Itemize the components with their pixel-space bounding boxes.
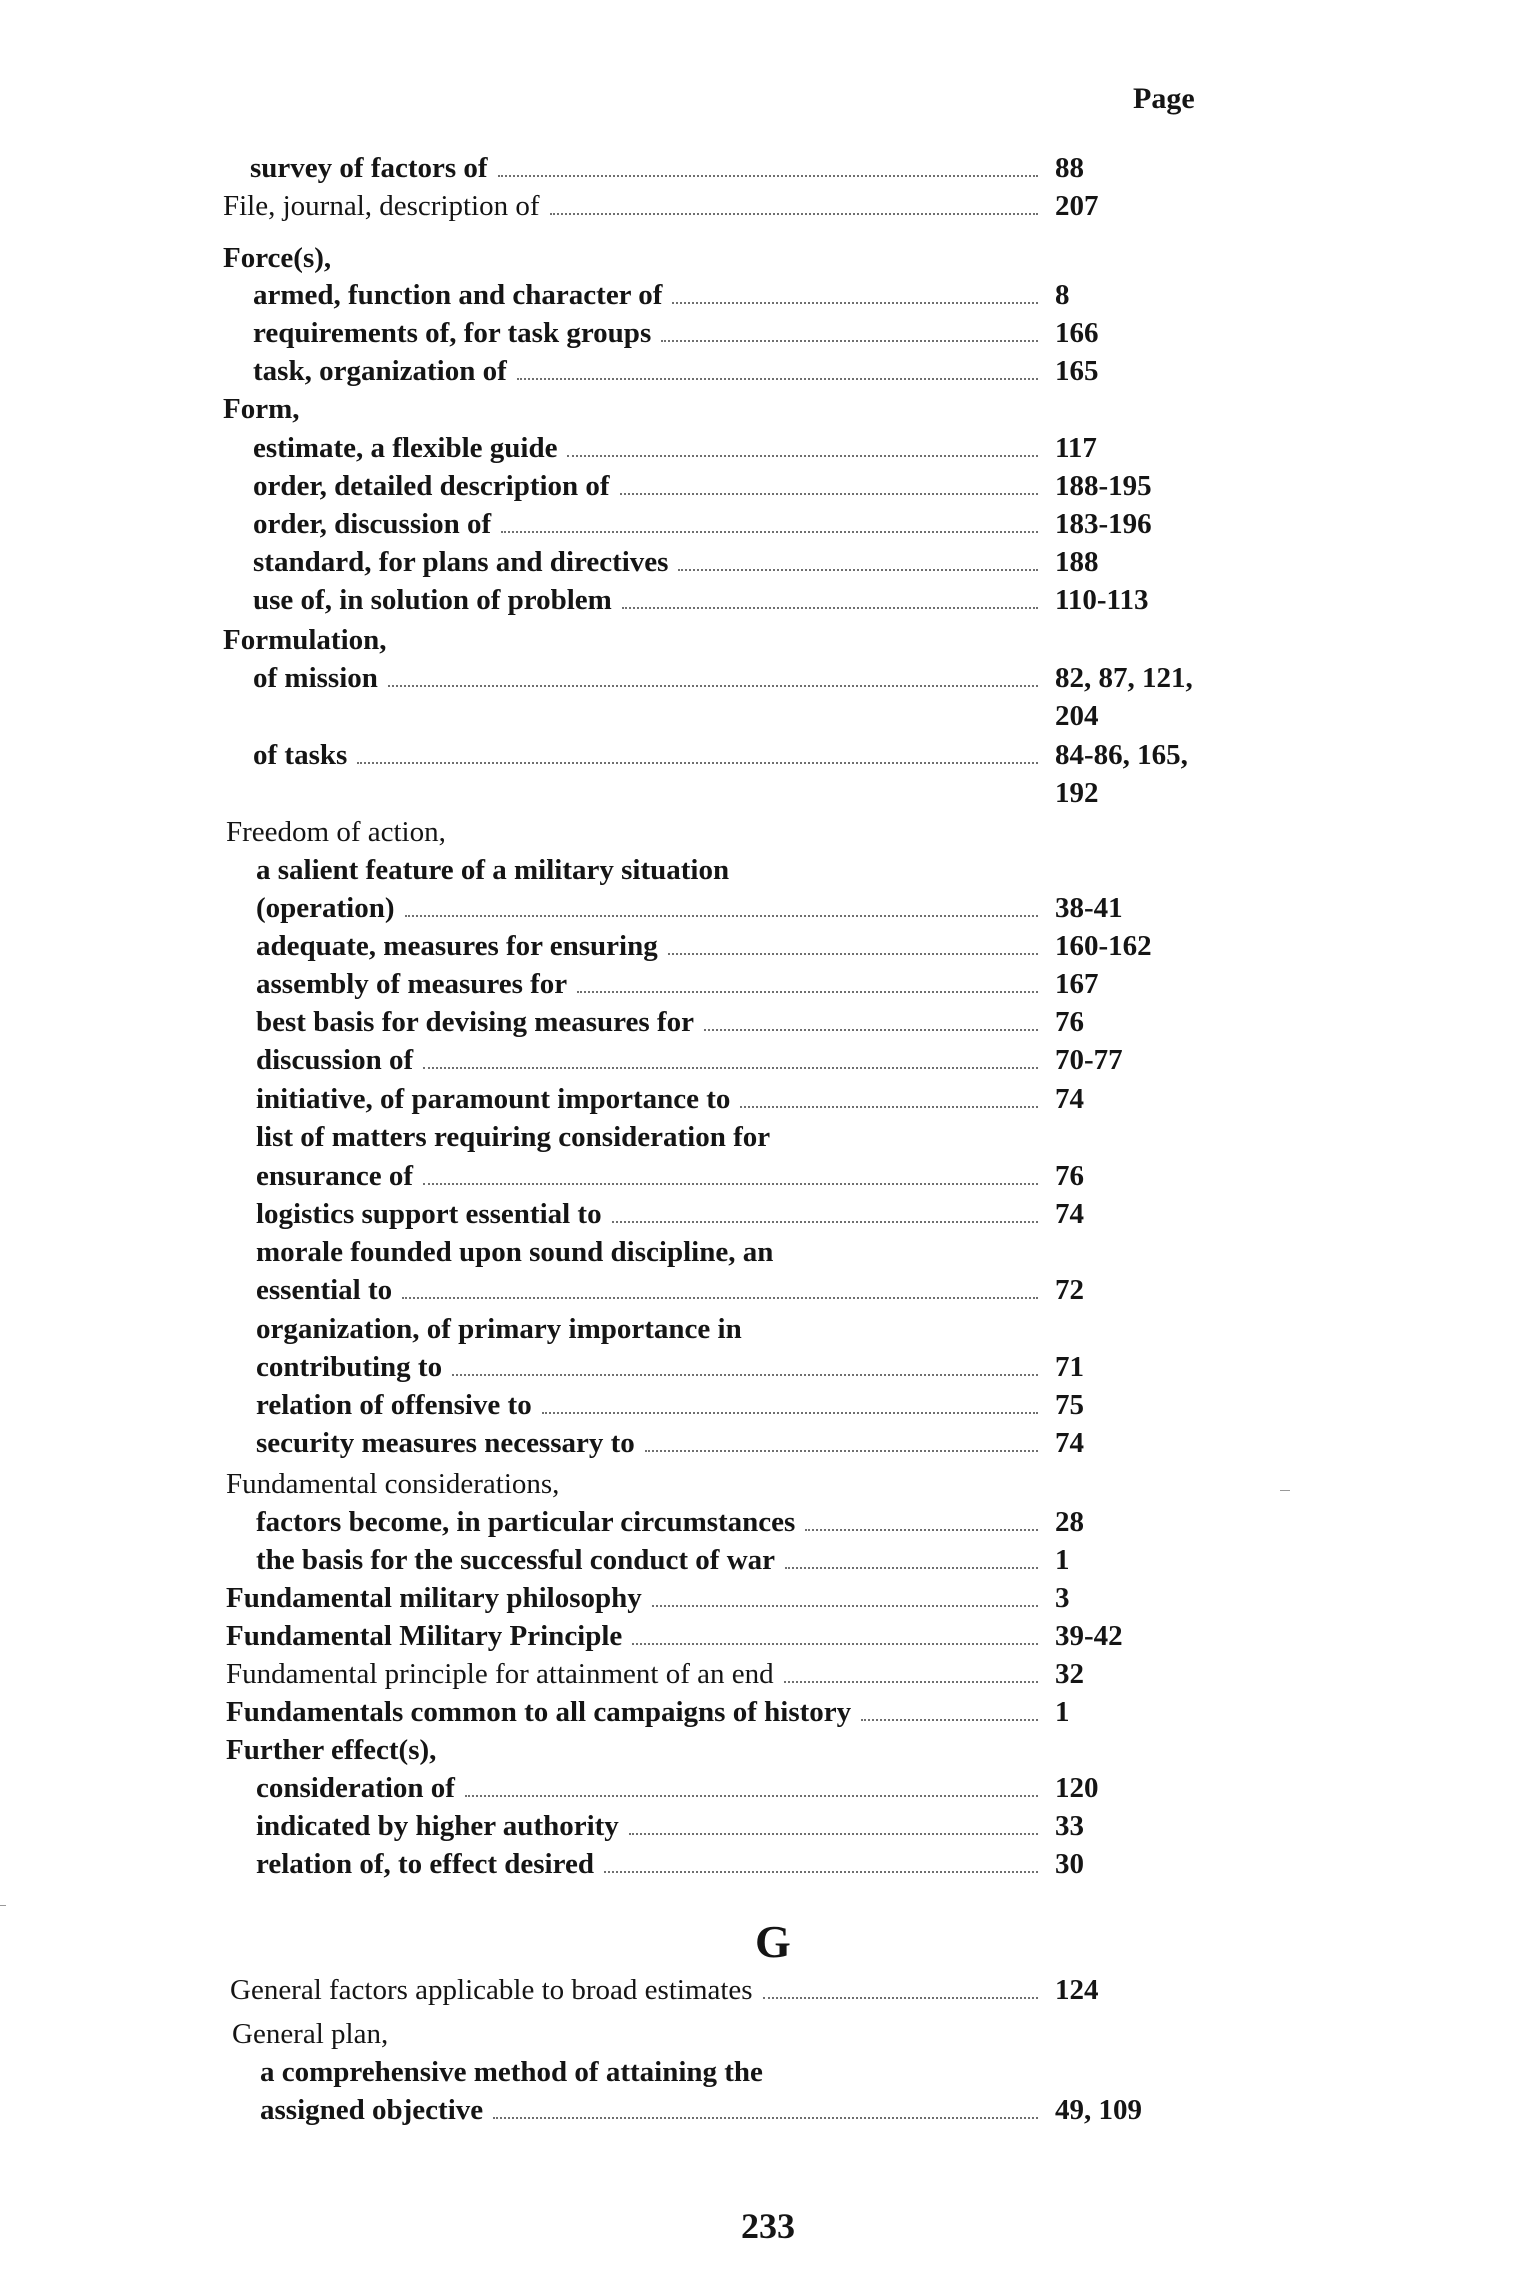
index-entry <box>0 1846 1527 1882</box>
dot-leader <box>423 1183 1038 1185</box>
index-entry <box>0 1272 1527 1308</box>
entry-text: File, journal, description of <box>223 190 540 222</box>
entry-page-ref: 110-113 <box>1055 584 1149 616</box>
entry-page-ref: 74 <box>1055 1427 1084 1459</box>
entry-page-ref: 160-162 <box>1055 930 1152 962</box>
entry-text: of mission <box>253 662 378 694</box>
index-entry <box>0 1732 1527 1768</box>
entry-text: contributing to <box>256 1351 443 1383</box>
index-entry <box>0 544 1527 580</box>
entry-page-ref: 120 <box>1055 1772 1099 1804</box>
dot-leader <box>763 1997 1038 1999</box>
page-column-label: Page <box>1133 82 1195 115</box>
entry-text: (operation) <box>256 892 395 924</box>
dot-leader <box>501 531 1038 533</box>
entry-text: requirements of, for task groups <box>253 317 652 349</box>
index-entry <box>0 468 1527 504</box>
entry-text: essential to <box>256 1274 393 1306</box>
index-entry <box>0 1081 1527 1117</box>
index-entry <box>0 315 1527 351</box>
entry-text: Freedom of action, <box>226 816 446 848</box>
index-entry <box>0 1580 1527 1616</box>
dot-leader <box>622 607 1038 609</box>
dot-leader <box>604 1871 1038 1873</box>
index-entry <box>0 188 1527 224</box>
entry-page-ref: 188 <box>1055 546 1099 578</box>
entry-page-ref: 82, 87, 121, <box>1055 662 1193 694</box>
entry-page-ref: 49, 109 <box>1055 2094 1142 2126</box>
dot-leader <box>405 915 1038 917</box>
dot-leader <box>465 1795 1038 1797</box>
index-entry <box>0 1770 1527 1806</box>
entry-page-ref: 74 <box>1055 1198 1084 1230</box>
index-entry <box>0 1004 1527 1040</box>
entry-text: Force(s), <box>223 242 332 274</box>
dot-leader <box>357 762 1038 764</box>
index-entry <box>0 775 1527 811</box>
entry-text: General factors applicable to broad estimates <box>230 1974 753 2006</box>
index-entry <box>0 852 1527 888</box>
index-entry <box>0 737 1527 773</box>
entry-text: standard, for plans and directives <box>253 546 669 578</box>
index-entry <box>0 1311 1527 1347</box>
entry-text: best basis for devising measures for <box>256 1006 694 1038</box>
entry-text: General plan, <box>232 2018 389 2050</box>
index-entry <box>0 1656 1527 1692</box>
dot-leader <box>740 1106 1038 1108</box>
dot-leader <box>678 569 1038 571</box>
index-entry <box>0 1158 1527 1194</box>
dot-leader <box>861 1719 1038 1721</box>
index-entry <box>0 240 1527 276</box>
index-entry <box>0 2016 1527 2052</box>
dot-leader <box>498 175 1038 177</box>
entry-text: logistics support essential to <box>256 1198 602 1230</box>
entry-text: consideration of <box>256 1772 455 1804</box>
entry-text: survey of factors of <box>250 152 488 184</box>
entry-text: initiative, of paramount importance to <box>256 1083 731 1115</box>
dot-leader <box>661 340 1038 342</box>
entry-page-ref: 30 <box>1055 1848 1084 1880</box>
entry-text: factors become, in particular circumstances <box>256 1506 796 1538</box>
dot-leader <box>805 1529 1038 1531</box>
entry-page-ref: 1 <box>1055 1696 1070 1728</box>
index-entry <box>0 1972 1527 2008</box>
page-number: 233 <box>741 2206 795 2246</box>
index-entry <box>0 1808 1527 1844</box>
index-entry <box>0 966 1527 1002</box>
index-entry <box>0 814 1527 850</box>
index-entry <box>0 2092 1527 2128</box>
index-entry <box>0 150 1527 186</box>
entry-text: Fundamental considerations, <box>226 1468 560 1500</box>
index-entry <box>0 2054 1527 2090</box>
dot-leader <box>620 493 1038 495</box>
entry-text: discussion of <box>256 1044 414 1076</box>
entry-text: assembly of measures for <box>256 968 568 1000</box>
entry-text: relation of, to effect desired <box>256 1848 594 1880</box>
entry-text: Fundamental Military Principle <box>226 1620 623 1652</box>
entry-page-ref: 188-195 <box>1055 470 1152 502</box>
index-entry <box>0 1618 1527 1654</box>
index-entry <box>0 1504 1527 1540</box>
entry-text: a comprehensive method of attaining the <box>260 2056 763 2088</box>
entry-text: adequate, measures for ensuring <box>256 930 658 962</box>
entry-page-ref: 124 <box>1055 1974 1099 2006</box>
entry-page-ref: 88 <box>1055 152 1084 184</box>
entry-text: Fundamental principle for attainment of an end <box>226 1658 774 1690</box>
index-entry <box>0 698 1527 734</box>
dot-leader <box>645 1450 1038 1452</box>
dot-leader <box>652 1605 1038 1607</box>
entry-text: a salient feature of a military situation <box>256 854 730 886</box>
index-entry <box>0 1196 1527 1232</box>
entry-text: ensurance of <box>256 1160 414 1192</box>
dot-leader <box>402 1297 1038 1299</box>
entry-page-ref: 8 <box>1055 279 1070 311</box>
entry-page-ref: 72 <box>1055 1274 1084 1306</box>
entry-text: list of matters requiring consideration for <box>256 1121 771 1153</box>
index-entry <box>0 890 1527 926</box>
entry-page-ref: 165 <box>1055 355 1099 387</box>
entry-page-ref: 84-86, 165, <box>1055 739 1188 771</box>
entry-page-ref: 167 <box>1055 968 1099 1000</box>
entry-text: order, discussion of <box>253 508 492 540</box>
entry-page-ref: 33 <box>1055 1810 1084 1842</box>
entry-page-ref: 183-196 <box>1055 508 1152 540</box>
dot-leader <box>423 1067 1038 1069</box>
entry-text: order, detailed description of <box>253 470 610 502</box>
entry-text: Formulation, <box>223 624 387 656</box>
dot-leader <box>388 685 1038 687</box>
entry-text: Fundamentals common to all campaigns of history <box>226 1696 852 1728</box>
entry-text: Further effect(s), <box>226 1734 437 1766</box>
dot-leader <box>632 1643 1038 1645</box>
entry-page-ref: 192 <box>1055 777 1099 809</box>
entry-text: Form, <box>223 393 300 425</box>
entry-page-ref: 70-77 <box>1055 1044 1123 1076</box>
entry-page-ref: 3 <box>1055 1582 1070 1614</box>
index-entry <box>0 1387 1527 1423</box>
entry-text: task, organization of <box>253 355 507 387</box>
index-entry <box>0 1119 1527 1155</box>
margin-mark <box>0 1905 6 1906</box>
index-entry <box>0 622 1527 658</box>
index-entry <box>0 277 1527 313</box>
index-entry <box>0 1466 1527 1502</box>
index-entry <box>0 928 1527 964</box>
entry-text: of tasks <box>253 739 348 771</box>
entry-text: armed, function and character of <box>253 279 663 311</box>
index-entry <box>0 1042 1527 1078</box>
index-entry <box>0 1425 1527 1461</box>
dot-leader <box>785 1567 1038 1569</box>
dot-leader <box>567 455 1038 457</box>
section-letter-heading: G <box>755 1916 791 1967</box>
entry-page-ref: 166 <box>1055 317 1099 349</box>
entry-text: use of, in solution of problem <box>253 584 612 616</box>
dot-leader <box>452 1374 1038 1376</box>
entry-text: assigned objective <box>260 2094 484 2126</box>
dot-leader <box>550 213 1038 215</box>
index-entry <box>0 353 1527 389</box>
entry-text: Fundamental military philosophy <box>226 1582 642 1614</box>
index-entry <box>0 1349 1527 1385</box>
index-entry <box>0 582 1527 618</box>
dot-leader <box>493 2117 1038 2119</box>
entry-page-ref: 207 <box>1055 190 1099 222</box>
index-entry <box>0 1542 1527 1578</box>
dot-leader <box>577 991 1038 993</box>
dot-leader <box>672 302 1038 304</box>
index-entry <box>0 506 1527 542</box>
entry-page-ref: 75 <box>1055 1389 1084 1421</box>
dot-leader <box>704 1029 1038 1031</box>
dot-leader <box>668 953 1038 955</box>
entry-page-ref: 204 <box>1055 700 1099 732</box>
entry-page-ref: 38-41 <box>1055 892 1123 924</box>
index-entry <box>0 1694 1527 1730</box>
index-entry <box>0 391 1527 427</box>
dot-leader <box>784 1681 1038 1683</box>
dot-leader <box>517 378 1038 380</box>
entry-page-ref: 76 <box>1055 1160 1084 1192</box>
index-entry <box>0 660 1527 696</box>
index-entry <box>0 430 1527 466</box>
dot-leader <box>629 1833 1038 1835</box>
entry-text: organization, of primary importance in <box>256 1313 742 1345</box>
entry-text: morale founded upon sound discipline, an <box>256 1236 774 1268</box>
entry-page-ref: 32 <box>1055 1658 1084 1690</box>
entry-text: the basis for the successful conduct of war <box>256 1544 776 1576</box>
entry-page-ref: 71 <box>1055 1351 1084 1383</box>
entry-page-ref: 1 <box>1055 1544 1070 1576</box>
entry-text: relation of offensive to <box>256 1389 532 1421</box>
entry-page-ref: 39-42 <box>1055 1620 1123 1652</box>
dot-leader <box>612 1221 1038 1223</box>
entry-text: security measures necessary to <box>256 1427 635 1459</box>
dot-leader <box>542 1412 1038 1414</box>
entry-text: indicated by higher authority <box>256 1810 619 1842</box>
entry-text: estimate, a flexible guide <box>253 432 558 464</box>
index-entry <box>0 1234 1527 1270</box>
entry-page-ref: 117 <box>1055 432 1097 464</box>
entry-page-ref: 76 <box>1055 1006 1084 1038</box>
entry-page-ref: 28 <box>1055 1506 1084 1538</box>
entry-page-ref: 74 <box>1055 1083 1084 1115</box>
margin-mark <box>1280 1490 1290 1491</box>
